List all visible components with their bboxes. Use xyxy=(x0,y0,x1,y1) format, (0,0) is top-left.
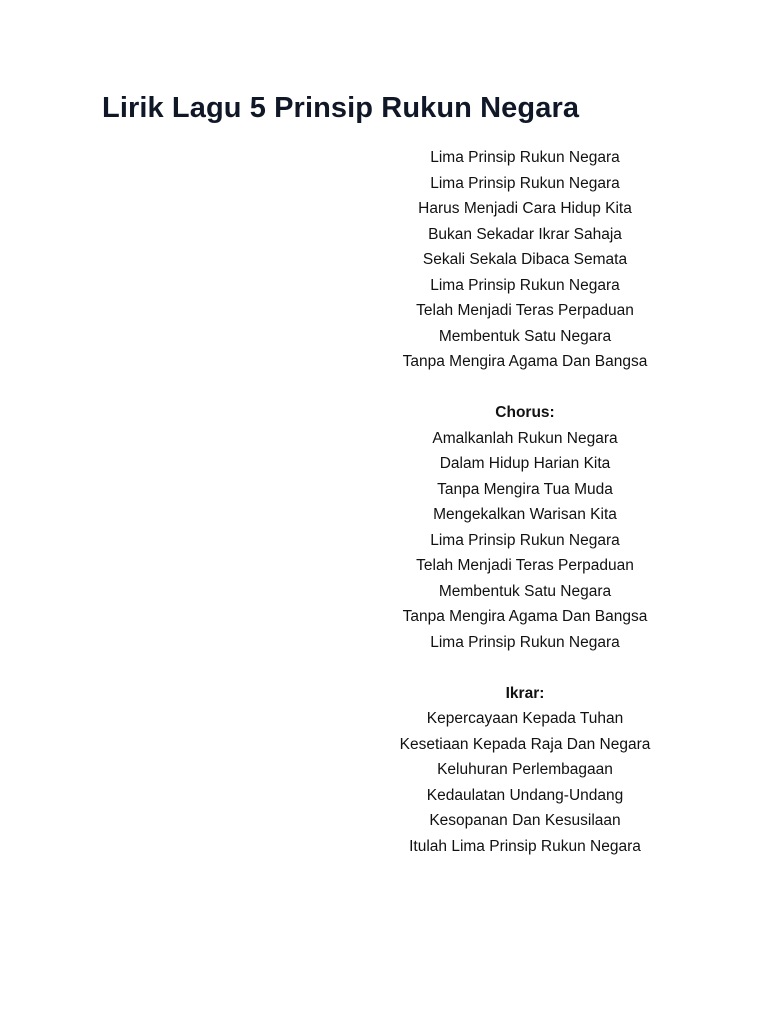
page-title: Lirik Lagu 5 Prinsip Rukun Negara xyxy=(102,92,580,124)
lyric-line: Membentuk Satu Negara xyxy=(438,327,612,345)
lyric-line: Kepercayaan Kepada Tuhan xyxy=(426,710,624,727)
lyric-line: Kedaulatan Undang-Undang xyxy=(426,786,624,804)
section-spacer xyxy=(330,375,720,401)
lyric-line: Tanpa Mengira Tua Muda xyxy=(437,480,613,498)
section-spacer xyxy=(330,655,720,681)
lyric-line: Tanpa Mengira Agama Dan Bangsa xyxy=(402,608,648,625)
lyric-line: Sekali Sekala Dibaca Semata xyxy=(422,251,628,268)
lyric-line: Mengekalkan Warisan Kita xyxy=(433,506,617,523)
lyric-line: Lima Prinsip Rukun Negara xyxy=(430,276,620,294)
lyric-line: Lima Prinsip Rukun Negara xyxy=(430,174,620,192)
lyric-line: Telah Menjadi Teras Perpaduan xyxy=(416,302,634,319)
chorus-section xyxy=(330,400,720,655)
lyric-line: Telah Menjadi Teras Perpaduan xyxy=(416,557,634,574)
chorus-heading: Chorus: xyxy=(495,404,555,421)
lyric-line: Itulah Lima Prinsip Rukun Negara xyxy=(409,837,641,855)
lyric-line: Dalam Hidup Harian Kita xyxy=(439,455,611,472)
lyric-line: Lima Prinsip Rukun Negara xyxy=(430,531,620,549)
ikrar-section xyxy=(330,681,720,860)
lyric-line: Membentuk Satu Negara xyxy=(438,582,612,600)
lyric-line: Keluhuran Perlembagaan xyxy=(437,761,613,778)
lyric-line: Kesopanan Dan Kesusilaan xyxy=(429,812,621,829)
lyric-line: Tanpa Mengira Agama Dan Bangsa xyxy=(402,353,648,370)
lyric-line: Lima Prinsip Rukun Negara xyxy=(430,633,620,651)
lyric-line: Lima Prinsip Rukun Negara xyxy=(430,149,620,166)
ikrar-heading: Ikrar: xyxy=(505,684,545,702)
lyrics-block xyxy=(330,145,720,859)
lyric-line: Bukan Sekadar Ikrar Sahaja xyxy=(428,225,622,243)
verse-section xyxy=(330,145,720,375)
lyric-line: Harus Menjadi Cara Hidup Kita xyxy=(418,200,632,217)
lyric-line: Amalkanlah Rukun Negara xyxy=(432,429,618,447)
lyric-line: Kesetiaan Kepada Raja Dan Negara xyxy=(399,735,651,753)
